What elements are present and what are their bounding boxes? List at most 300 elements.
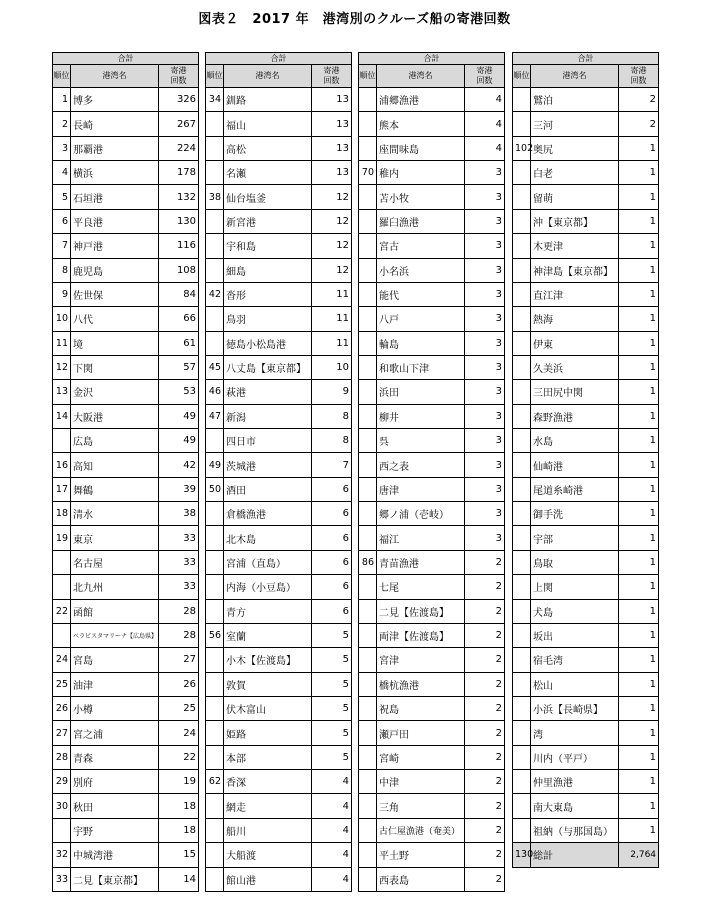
rank-cell <box>206 258 224 282</box>
port-cell: 宮浦（直島） <box>224 550 312 574</box>
table-row <box>206 867 352 891</box>
table-row <box>206 209 352 233</box>
table-row <box>513 331 659 355</box>
count-cell: 25 <box>159 696 199 720</box>
count-cell: 6 <box>312 575 352 599</box>
port-header: 港湾名 <box>71 65 159 88</box>
table-row <box>359 477 505 501</box>
port-cell: 松山 <box>531 672 619 696</box>
count-cell: 1 <box>619 161 659 185</box>
count-cell: 13 <box>312 136 352 160</box>
port-cell: 白老 <box>531 161 619 185</box>
count-cell: 18 <box>159 794 199 818</box>
rank-cell: 8 <box>53 258 71 282</box>
table-row <box>513 623 659 647</box>
port-cell: 本部 <box>224 745 312 769</box>
rank-cell: 4 <box>53 161 71 185</box>
port-cell: 小浜【長崎県】 <box>531 696 619 720</box>
port-cell: 那覇港 <box>71 136 159 160</box>
rank-cell <box>206 818 224 842</box>
port-cell: 広島 <box>71 429 159 453</box>
rank-cell: 28 <box>53 745 71 769</box>
table-row <box>53 209 199 233</box>
count-cell: 1 <box>619 721 659 745</box>
table-row <box>53 502 199 526</box>
page-title: 図表２ 2017 年 港湾別のクルーズ船の寄港回数 <box>198 12 511 27</box>
port-cell: 北木島 <box>224 526 312 550</box>
port-cell: 平土野 <box>377 843 465 867</box>
rank-cell: 11 <box>53 331 71 355</box>
table-row <box>513 721 659 745</box>
count-cell: 1 <box>619 745 659 769</box>
rank-cell: 17 <box>53 477 71 501</box>
rank-cell <box>513 672 531 696</box>
table-row <box>206 88 352 112</box>
table-row <box>359 258 505 282</box>
port-cell: 姫路 <box>224 721 312 745</box>
port-cell: 古仁屋漁港（奄美） <box>377 818 465 842</box>
count-cell: 2 <box>465 623 505 647</box>
table-row <box>359 88 505 112</box>
count-cell: 1 <box>619 502 659 526</box>
rank-cell <box>206 112 224 136</box>
count-cell: 3 <box>465 209 505 233</box>
table-row <box>513 380 659 404</box>
rank-cell: 38 <box>206 185 224 209</box>
port-cell: 両津【佐渡島】 <box>377 623 465 647</box>
port-cell: 三河 <box>531 112 619 136</box>
group-header: 合計 <box>206 53 352 65</box>
count-cell: 12 <box>312 185 352 209</box>
count-cell: 3 <box>465 380 505 404</box>
count-cell: 3 <box>465 404 505 428</box>
rank-cell: 26 <box>53 696 71 720</box>
rank-cell <box>53 575 71 599</box>
table-row <box>53 843 199 867</box>
count-cell: 4 <box>312 818 352 842</box>
port-cell: 平良港 <box>71 209 159 233</box>
rank-cell <box>513 404 531 428</box>
count-cell: 4 <box>312 843 352 867</box>
count-cell: 1 <box>619 477 659 501</box>
port-cell: 宮島 <box>71 648 159 672</box>
table-row <box>206 843 352 867</box>
port-cell: 郷ノ浦（壱岐） <box>377 502 465 526</box>
rank-cell <box>513 258 531 282</box>
rank-cell <box>513 575 531 599</box>
rank-cell <box>359 721 377 745</box>
port-cell: 酒田 <box>224 477 312 501</box>
rank-cell <box>359 794 377 818</box>
port-cell: 中津 <box>377 770 465 794</box>
count-cell: 2,764 <box>619 843 659 867</box>
rank-cell <box>359 575 377 599</box>
count-cell: 10 <box>312 355 352 379</box>
rank-cell <box>359 404 377 428</box>
count-cell: 13 <box>312 88 352 112</box>
table-row <box>53 258 199 282</box>
port-cell: 宮崎 <box>377 745 465 769</box>
table-row <box>359 648 505 672</box>
rank-cell <box>206 526 224 550</box>
count-cell: 3 <box>465 453 505 477</box>
port-cell: 四日市 <box>224 429 312 453</box>
port-cell: 鳥羽 <box>224 307 312 331</box>
count-cell: 3 <box>465 282 505 306</box>
count-cell: 1 <box>619 331 659 355</box>
rank-cell <box>206 745 224 769</box>
count-cell: 5 <box>312 623 352 647</box>
rank-cell <box>206 721 224 745</box>
table-row <box>53 550 199 574</box>
port-cell: 八丈島【東京都】 <box>224 355 312 379</box>
rank-cell <box>206 794 224 818</box>
rank-cell <box>513 429 531 453</box>
count-cell: 1 <box>619 355 659 379</box>
table-row <box>359 623 505 647</box>
rank-cell: 10 <box>53 307 71 331</box>
count-cell: 1 <box>619 136 659 160</box>
table-row <box>53 136 199 160</box>
count-cell: 2 <box>465 818 505 842</box>
port-cell: 総計 <box>531 843 619 867</box>
port-cell: 福江 <box>377 526 465 550</box>
count-cell: 1 <box>619 575 659 599</box>
table-row <box>206 550 352 574</box>
table-row <box>513 477 659 501</box>
table-row <box>53 185 199 209</box>
count-cell: 84 <box>159 282 199 306</box>
rank-cell <box>359 623 377 647</box>
rank-cell: 102 <box>513 136 531 160</box>
port-cell: 函館 <box>71 599 159 623</box>
count-cell: 4 <box>465 88 505 112</box>
table-row <box>53 380 199 404</box>
table-row <box>53 745 199 769</box>
rank-cell <box>513 648 531 672</box>
port-table-2 <box>205 52 352 892</box>
rank-cell: 3 <box>53 136 71 160</box>
table-row <box>359 380 505 404</box>
count-cell: 13 <box>312 161 352 185</box>
rank-cell <box>206 696 224 720</box>
count-cell: 178 <box>159 161 199 185</box>
port-cell: 三田尻中関 <box>531 380 619 404</box>
rank-cell <box>206 307 224 331</box>
port-cell: 尾道糸崎港 <box>531 477 619 501</box>
count-cell: 2 <box>465 843 505 867</box>
table-row <box>513 770 659 794</box>
port-cell: 祝島 <box>377 696 465 720</box>
count-cell: 1 <box>619 818 659 842</box>
rank-cell <box>206 843 224 867</box>
table-row <box>513 794 659 818</box>
table-row <box>53 355 199 379</box>
rank-cell <box>359 258 377 282</box>
count-cell: 4 <box>312 770 352 794</box>
port-cell: 中城湾港 <box>71 843 159 867</box>
port-cell: 柳井 <box>377 404 465 428</box>
rank-cell: 62 <box>206 770 224 794</box>
port-cell: 森野漁港 <box>531 404 619 428</box>
count-cell: 1 <box>619 258 659 282</box>
rank-cell <box>359 307 377 331</box>
count-cell: 12 <box>312 258 352 282</box>
rank-cell <box>359 599 377 623</box>
count-cell: 1 <box>619 794 659 818</box>
table-row <box>206 331 352 355</box>
count-cell: 2 <box>465 696 505 720</box>
rank-cell: 12 <box>53 355 71 379</box>
table-row <box>206 770 352 794</box>
table-row <box>53 112 199 136</box>
rank-cell <box>513 380 531 404</box>
port-cell: 久美浜 <box>531 355 619 379</box>
rank-cell: 22 <box>53 599 71 623</box>
count-cell: 42 <box>159 453 199 477</box>
port-cell: 舞鶴 <box>71 477 159 501</box>
port-cell: 船川 <box>224 818 312 842</box>
table-row <box>206 599 352 623</box>
port-cell: 木更津 <box>531 234 619 258</box>
count-cell: 5 <box>312 745 352 769</box>
count-cell: 12 <box>312 209 352 233</box>
port-cell: 宇和島 <box>224 234 312 258</box>
port-cell: 名古屋 <box>71 550 159 574</box>
table-row <box>206 818 352 842</box>
count-cell: 3 <box>465 185 505 209</box>
rank-cell: 29 <box>53 770 71 794</box>
count-header: 寄港 回数 <box>619 65 659 88</box>
port-cell: 佐世保 <box>71 282 159 306</box>
port-cell: 仙崎港 <box>531 453 619 477</box>
port-cell: 茨城港 <box>224 453 312 477</box>
port-cell: 瀬戸田 <box>377 721 465 745</box>
table-row <box>359 234 505 258</box>
table-row <box>513 258 659 282</box>
rank-cell <box>513 331 531 355</box>
table-row <box>206 112 352 136</box>
count-cell: 2 <box>619 88 659 112</box>
port-cell: 館山港 <box>224 867 312 891</box>
port-cell: 沖【東京都】 <box>531 209 619 233</box>
rank-cell <box>513 696 531 720</box>
rank-cell <box>206 209 224 233</box>
port-cell: 細島 <box>224 258 312 282</box>
count-cell: 1 <box>619 380 659 404</box>
table-row <box>206 526 352 550</box>
port-cell: 下関 <box>71 355 159 379</box>
rank-cell <box>513 453 531 477</box>
count-cell: 8 <box>312 429 352 453</box>
table-row <box>206 648 352 672</box>
table-row <box>206 258 352 282</box>
rank-cell: 56 <box>206 623 224 647</box>
port-cell: 二見【佐渡島】 <box>377 599 465 623</box>
port-cell: 清水 <box>71 502 159 526</box>
rank-cell <box>513 88 531 112</box>
count-cell: 11 <box>312 331 352 355</box>
count-cell: 3 <box>465 502 505 526</box>
rank-cell <box>513 185 531 209</box>
rank-cell <box>206 648 224 672</box>
group-header: 合計 <box>513 53 659 65</box>
rank-cell <box>359 770 377 794</box>
table-row <box>513 355 659 379</box>
rank-cell: 9 <box>53 282 71 306</box>
count-cell: 6 <box>312 502 352 526</box>
port-cell: 小樽 <box>71 696 159 720</box>
count-cell: 26 <box>159 672 199 696</box>
table-row <box>359 745 505 769</box>
rank-cell <box>513 550 531 574</box>
count-cell: 6 <box>312 526 352 550</box>
count-cell: 2 <box>465 745 505 769</box>
table-row <box>53 307 199 331</box>
rank-cell: 49 <box>206 453 224 477</box>
table-row <box>206 745 352 769</box>
table-row <box>359 355 505 379</box>
rank-header: 順位 <box>513 65 531 88</box>
count-cell: 5 <box>312 648 352 672</box>
table-row <box>53 648 199 672</box>
table-row <box>513 88 659 112</box>
rank-cell <box>206 599 224 623</box>
port-cell: ベラビスタマリーナ【広島県】 <box>71 623 159 647</box>
port-cell: 御手洗 <box>531 502 619 526</box>
table-row <box>359 770 505 794</box>
port-cell: 留萌 <box>531 185 619 209</box>
port-cell: 倉橋漁港 <box>224 502 312 526</box>
table-row <box>359 672 505 696</box>
rank-cell: 42 <box>206 282 224 306</box>
count-cell: 130 <box>159 209 199 233</box>
rank-cell <box>359 355 377 379</box>
rank-cell <box>359 453 377 477</box>
count-header: 寄港 回数 <box>159 65 199 88</box>
rank-cell: 45 <box>206 355 224 379</box>
table-row <box>359 185 505 209</box>
count-cell: 2 <box>465 672 505 696</box>
table-row <box>53 867 199 891</box>
port-cell: 釧路 <box>224 88 312 112</box>
port-table-3 <box>358 52 505 892</box>
rank-header: 順位 <box>206 65 224 88</box>
table-row <box>513 112 659 136</box>
table-row <box>206 355 352 379</box>
count-cell: 1 <box>619 185 659 209</box>
count-cell: 1 <box>619 770 659 794</box>
port-cell: 浜田 <box>377 380 465 404</box>
rank-cell: 14 <box>53 404 71 428</box>
rank-cell <box>359 867 377 891</box>
rank-cell <box>359 526 377 550</box>
table-row <box>206 161 352 185</box>
port-cell: 東京 <box>71 526 159 550</box>
port-cell: 宮古 <box>377 234 465 258</box>
count-cell: 49 <box>159 429 199 453</box>
rank-cell <box>359 648 377 672</box>
rank-cell <box>513 794 531 818</box>
rank-cell: 86 <box>359 550 377 574</box>
count-cell: 4 <box>312 867 352 891</box>
table-row <box>513 575 659 599</box>
table-row <box>359 404 505 428</box>
rank-cell <box>513 745 531 769</box>
table-row <box>359 526 505 550</box>
count-cell: 267 <box>159 112 199 136</box>
port-cell: 新宮港 <box>224 209 312 233</box>
rank-header: 順位 <box>53 65 71 88</box>
total-row <box>513 843 659 867</box>
port-cell: 川内（平戸） <box>531 745 619 769</box>
table-row <box>513 404 659 428</box>
table-row <box>206 429 352 453</box>
count-cell: 1 <box>619 623 659 647</box>
port-cell: 三角 <box>377 794 465 818</box>
table-row <box>359 818 505 842</box>
count-cell: 1 <box>619 672 659 696</box>
port-cell: 神戸港 <box>71 234 159 258</box>
port-cell: 熱海 <box>531 307 619 331</box>
count-cell: 1 <box>619 648 659 672</box>
table-row <box>53 672 199 696</box>
rank-cell: 16 <box>53 453 71 477</box>
count-cell: 3 <box>465 331 505 355</box>
port-cell: 仲里漁港 <box>531 770 619 794</box>
rank-cell <box>359 696 377 720</box>
count-cell: 11 <box>312 282 352 306</box>
port-cell: 奥尻 <box>531 136 619 160</box>
port-header: 港湾名 <box>377 65 465 88</box>
count-cell: 12 <box>312 234 352 258</box>
count-header: 寄港 回数 <box>465 65 505 88</box>
port-cell: 八戸 <box>377 307 465 331</box>
table-row <box>53 404 199 428</box>
table-row <box>206 721 352 745</box>
table-row <box>206 623 352 647</box>
rank-cell <box>513 599 531 623</box>
rank-cell <box>513 234 531 258</box>
rank-cell <box>359 136 377 160</box>
rank-cell <box>206 429 224 453</box>
rank-cell <box>206 672 224 696</box>
count-cell: 66 <box>159 307 199 331</box>
count-cell: 2 <box>465 770 505 794</box>
count-cell: 4 <box>465 112 505 136</box>
table-row <box>206 794 352 818</box>
rank-cell <box>513 282 531 306</box>
count-cell: 1 <box>619 282 659 306</box>
count-cell: 4 <box>465 136 505 160</box>
table-row <box>53 282 199 306</box>
count-cell: 2 <box>465 721 505 745</box>
count-cell: 108 <box>159 258 199 282</box>
count-cell: 61 <box>159 331 199 355</box>
port-cell: 湾 <box>531 721 619 745</box>
rank-cell <box>53 550 71 574</box>
rank-cell <box>359 818 377 842</box>
count-header: 寄港 回数 <box>312 65 352 88</box>
port-cell: 金沢 <box>71 380 159 404</box>
table-row <box>359 794 505 818</box>
table-row <box>53 599 199 623</box>
count-cell: 2 <box>465 794 505 818</box>
port-cell: 犬島 <box>531 599 619 623</box>
rank-cell: 47 <box>206 404 224 428</box>
table-row <box>359 696 505 720</box>
table-row <box>53 770 199 794</box>
